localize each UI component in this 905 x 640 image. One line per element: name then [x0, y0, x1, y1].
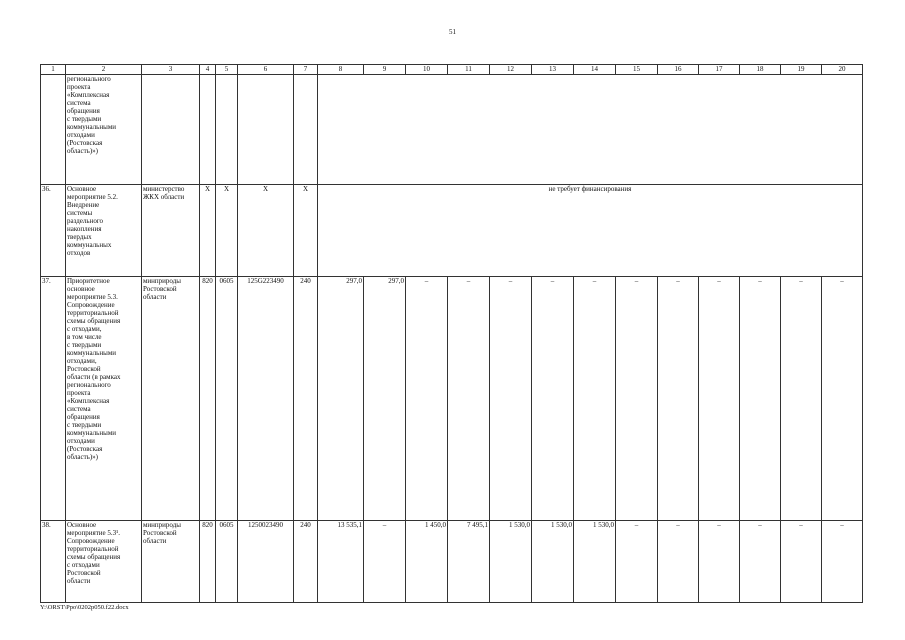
- cell-executor: минприроды Ростовской области: [142, 521, 200, 603]
- cell-value: 1 530,0: [574, 521, 616, 603]
- cell-value: –: [658, 277, 699, 521]
- cell-value: –: [740, 277, 781, 521]
- column-number-cell: 19: [781, 65, 822, 75]
- cell-num: 38.: [41, 521, 66, 603]
- cell-rzpr: Х: [216, 185, 238, 277]
- cell-value: 297,0: [364, 277, 406, 521]
- cell-csr: 1250023490: [238, 521, 294, 603]
- cell-csr: Х: [238, 185, 294, 277]
- cell-description: Приоритетное основное мероприятие 5.3. Сопровождение территориальной схемы обращения с отходами, в том числе с твердыми коммунальными отходами, Ростовской области (в рамках регионального проекта «Комплексная система обращения с твердыми коммунальными отходами (Ростовская область)»): [66, 277, 142, 521]
- cell-rzpr: 0605: [216, 277, 238, 521]
- cell-value: –: [658, 521, 699, 603]
- cell-grbs: Х: [200, 185, 216, 277]
- cell-value: 1 530,0: [490, 521, 532, 603]
- cell-value: –: [781, 521, 822, 603]
- column-number-cell: 13: [532, 65, 574, 75]
- cell-rzpr: 0605: [216, 521, 238, 603]
- cell-executor: минприроды Ростовской области: [142, 277, 200, 521]
- cell-executor: [142, 75, 200, 185]
- column-number-cell: 3: [142, 65, 200, 75]
- column-number-cell: 7: [294, 65, 318, 75]
- cell-value: –: [822, 277, 863, 521]
- cell-value: –: [406, 277, 448, 521]
- cell-vr: 240: [294, 277, 318, 521]
- cell-executor: министерство ЖКХ области: [142, 185, 200, 277]
- cell-csr: [238, 75, 294, 185]
- cell-value: –: [574, 277, 616, 521]
- column-number-cell: 4: [200, 65, 216, 75]
- cell-value: 7 495,1: [448, 521, 490, 603]
- cell-value: –: [532, 277, 574, 521]
- cell-value: –: [616, 521, 658, 603]
- cell-grbs: [200, 75, 216, 185]
- table-body: [41, 65, 863, 603]
- table-row-38: [41, 521, 863, 603]
- cell-value: –: [490, 277, 532, 521]
- column-number-cell: 2: [66, 65, 142, 75]
- column-number-cell: 9: [364, 65, 406, 75]
- cell-empty-values: [318, 75, 863, 185]
- cell-value: –: [364, 521, 406, 603]
- cell-grbs: 820: [200, 521, 216, 603]
- cell-value: –: [448, 277, 490, 521]
- cell-value: –: [822, 521, 863, 603]
- cell-value: –: [616, 277, 658, 521]
- cell-vr: 240: [294, 521, 318, 603]
- cell-description: Основное мероприятие 5.2. Внедрение системы раздельного накопления твердых коммунальных отходов: [66, 185, 142, 277]
- column-number-cell: 1: [41, 65, 66, 75]
- cell-num: 36.: [41, 185, 66, 277]
- table-row-36: [41, 185, 863, 277]
- cell-value: 13 535,1: [318, 521, 364, 603]
- cell-vr: [294, 75, 318, 185]
- budget-table: [40, 64, 863, 603]
- column-number-cell: 15: [616, 65, 658, 75]
- column-number-cell: 14: [574, 65, 616, 75]
- cell-description: Основное мероприятие 5.3¹. Сопровождение территориальной схемы обращения с отходами Ростовской области: [66, 521, 142, 603]
- column-number-cell: 16: [658, 65, 699, 75]
- cell-no-funding-note: не требует финансирования: [318, 185, 863, 277]
- cell-num: 37.: [41, 277, 66, 521]
- column-number-cell: 18: [740, 65, 781, 75]
- page-number: 51: [449, 28, 456, 36]
- cell-value: –: [699, 277, 740, 521]
- cell-value: –: [699, 521, 740, 603]
- cell-num: [41, 75, 66, 185]
- column-number-cell: 5: [216, 65, 238, 75]
- file-path-footer: Y:\ORST\Ppo\0202p050.f22.docx: [40, 604, 129, 611]
- cell-description: регионального проекта «Комплексная система обращения с твердыми коммунальными отходами (Ростовская область)»): [66, 75, 142, 185]
- cell-grbs: 820: [200, 277, 216, 521]
- cell-csr: 125G223490: [238, 277, 294, 521]
- column-number-cell: 20: [822, 65, 863, 75]
- continuation-row: [41, 75, 863, 185]
- column-number-cell: 6: [238, 65, 294, 75]
- column-number-row: [41, 65, 863, 75]
- column-number-cell: 17: [699, 65, 740, 75]
- cell-vr: Х: [294, 185, 318, 277]
- cell-value: 297,0: [318, 277, 364, 521]
- column-number-cell: 12: [490, 65, 532, 75]
- column-number-cell: 10: [406, 65, 448, 75]
- column-number-cell: 8: [318, 65, 364, 75]
- cell-value: –: [781, 277, 822, 521]
- cell-value: 1 450,0: [406, 521, 448, 603]
- cell-value: –: [740, 521, 781, 603]
- table-row-37: [41, 277, 863, 521]
- column-number-cell: 11: [448, 65, 490, 75]
- cell-value: 1 530,0: [532, 521, 574, 603]
- cell-rzpr: [216, 75, 238, 185]
